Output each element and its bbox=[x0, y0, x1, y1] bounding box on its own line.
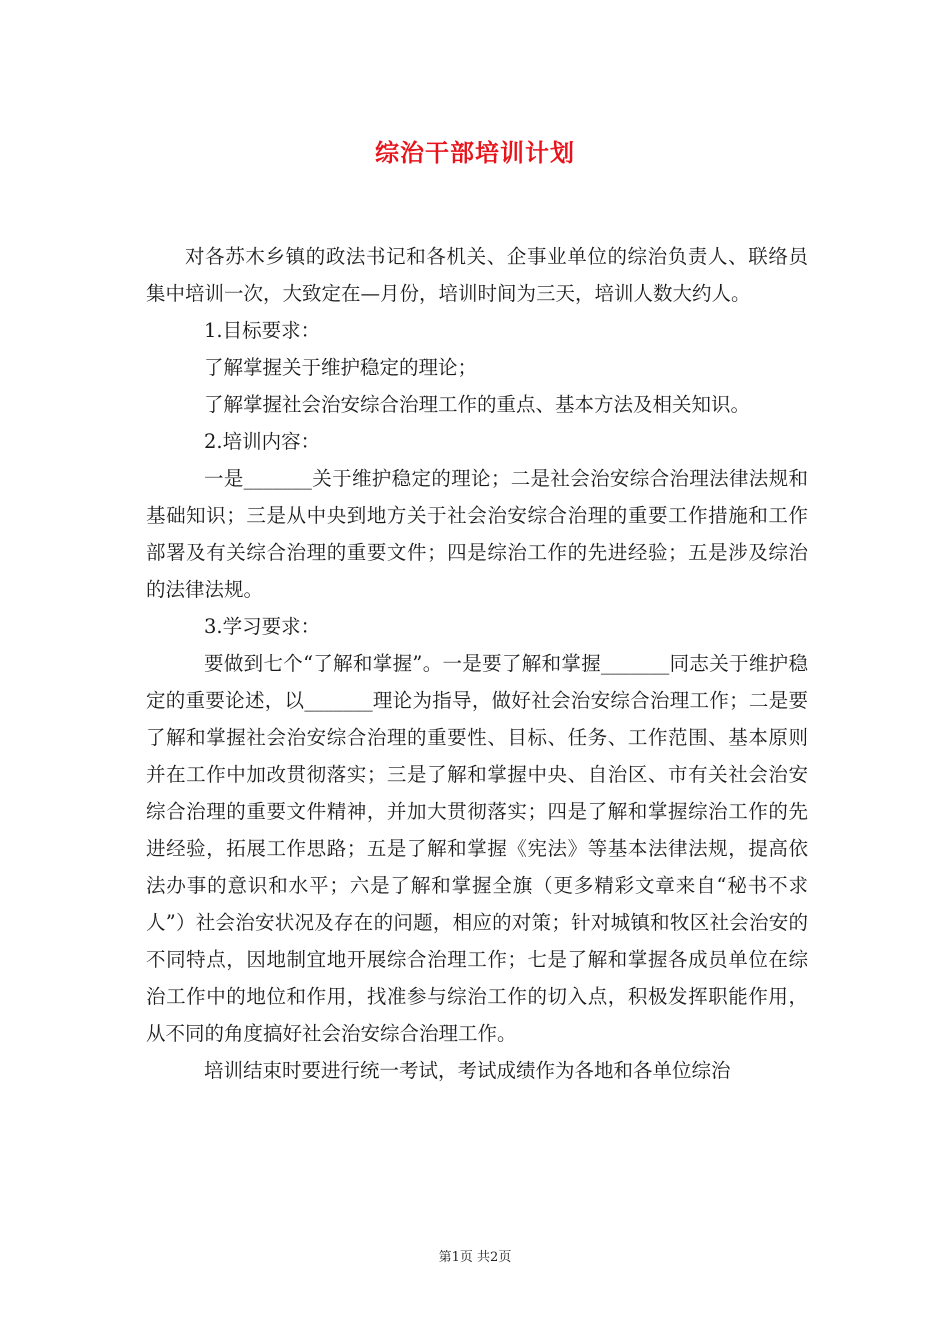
paragraph-intro: 对各苏木乡镇的政法书记和各机关、企事业单位的综治负责人、联络员集中培训一次，大致定在—月份，培训时间为三天，培训人数大约人。 bbox=[146, 245, 808, 305]
document-body bbox=[146, 238, 808, 1089]
paragraph-study: 要做到七个“了解和掌握”。一是要了解和掌握_______同志关于维护稳定的重要论述，以_______理论为指导，做好社会治安综合治理工作；二是要了解和掌握社会治安综合治理的重要性、目标、任务、工作范围、基本原则并在工作中加改贯彻落实；三是了解和掌握中央、自治区、市有关社会治安综合治理的重要文件精神，并加大贯彻落实；四是了解和掌握综治工作的先进经验，拓展工作思路；五是了解和掌握《宪法》等基本法律法规，提高依法办事的意识和水平；六是了解和掌握全旗（更多精彩文章来自“秘书不求人”）社会治安状况及存在的问题，相应的对策；针对城镇和牧区社会治安的不同特点，因地制宜地开展综合治理工作；七是了解和掌握各成员单位在综治工作中的地位和作用，找准参与综治工作的切入点，积极发挥职能作用，从不同的角度搞好社会治安综合治理工作。 bbox=[146, 652, 808, 1045]
heading-goals: 1.目标要求： bbox=[204, 319, 321, 342]
heading-study: 3.学习要求： bbox=[204, 615, 321, 638]
page-number: 第1页 共2页 bbox=[438, 1250, 512, 1265]
paragraph-goal-2: 了解掌握社会治安综合治理工作的重点、基本方法及相关知识。 bbox=[204, 393, 751, 416]
document-title: 综治干部培训计划 bbox=[375, 138, 575, 167]
paragraph-content: 一是_______关于维护稳定的理论；二是社会治安综合治理法律法规和基础知识；三是从中央到地方关于社会治安综合治理的重要工作措施和工作部署及有关综合治理的重要文件；四是综治工作的先进经验；五是涉及综治的法律法规。 bbox=[146, 467, 808, 601]
paragraph-exam: 培训结束时要进行统一考试，考试成绩作为各地和各单位综治 bbox=[204, 1059, 731, 1082]
paragraph-goal-1: 了解掌握关于维护稳定的理论； bbox=[204, 356, 478, 379]
heading-content: 2.培训内容： bbox=[204, 430, 321, 453]
